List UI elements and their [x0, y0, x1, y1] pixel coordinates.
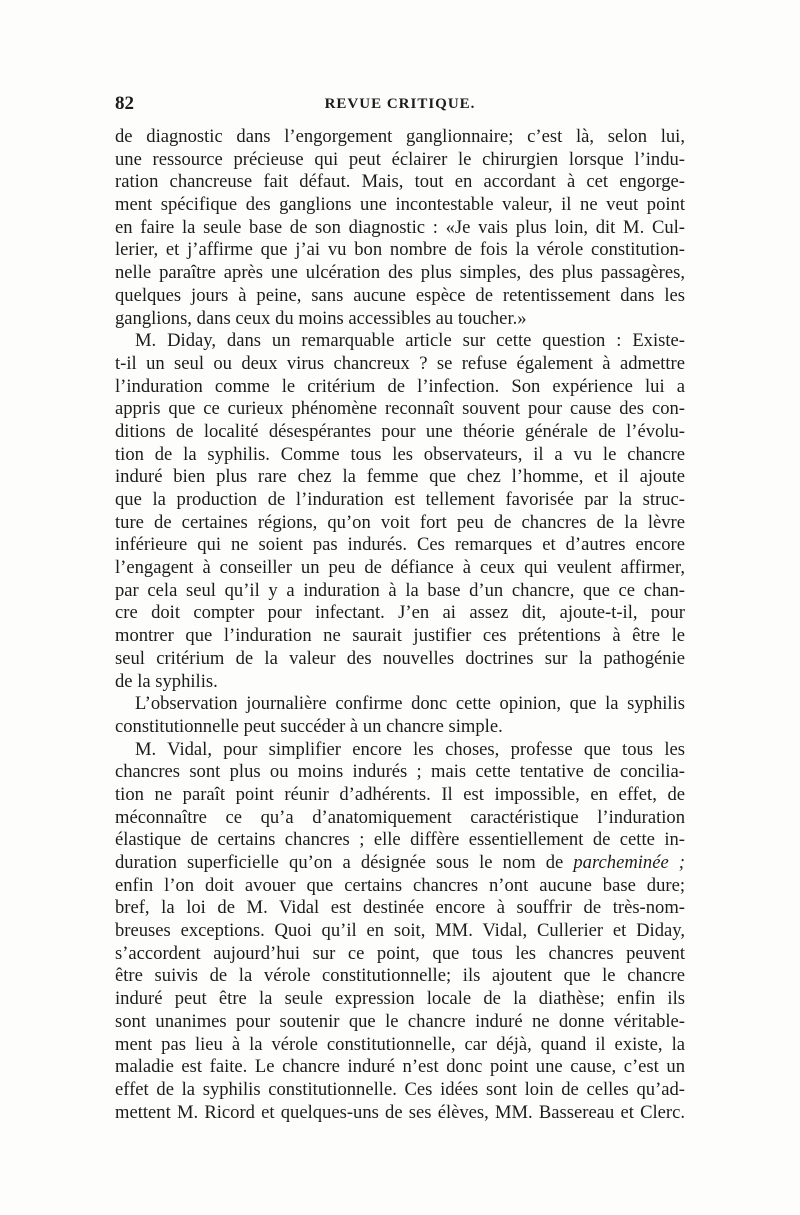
- text-line: duration superficielle qu’on a désignée sous le nom de parcheminée ;: [115, 852, 685, 873]
- italic-term: parcheminée ;: [573, 852, 685, 873]
- text-line: ganglions, dans ceux du moins accessibles au toucher.»: [115, 307, 527, 329]
- text-line: être suivis de la vérole constitutionnelle; ils ajoutent que le chancre: [115, 965, 685, 987]
- text-line: constitutionnelle peut succéder à un chancre simple.: [115, 715, 503, 737]
- text-line: montrer que l’induration ne saurait justifier ces prétentions à être le: [115, 625, 685, 647]
- text-line: par cela seul qu’il y a induration à la base d’un chancre, que ce chan-: [115, 579, 685, 601]
- text-line: induré bien plus rare chez la femme que chez l’homme, et il ajoute: [115, 466, 685, 488]
- text-line: t-il un seul ou deux virus chancreux ? se refuse également à admettre: [115, 352, 685, 374]
- text-line: l’engagent à conseiller un peu de défiance à ceux qui veulent affirmer,: [115, 557, 685, 579]
- text-line: en faire la seule base de son diagnostic : «Je vais plus loin, dit M. Cul-: [115, 216, 685, 238]
- text-line: méconnaître ce qu’a d’anatomiquement caractéristique l’induration: [115, 806, 685, 828]
- text-line: tion de la syphilis. Comme tous les observateurs, il a vu le chancre: [115, 443, 685, 465]
- text-line: mettent M. Ricord et quelques-uns de ses élèves, MM. Bassereau et Clerc.: [115, 1101, 685, 1123]
- text-line: une ressource précieuse qui peut éclairer le chirurgien lorsque l’indu-: [115, 148, 685, 170]
- text-line: s’accordent aujourd’hui sur ce point, que tous les chancres peuvent: [115, 942, 685, 964]
- text-line: ture de certaines régions, qu’on voit fort peu de chancres de la lèvre: [115, 511, 685, 533]
- text-line: ration chancreuse fait défaut. Mais, tout en accordant à cet engorge-: [115, 171, 685, 193]
- text-line: lerier, et j’affirme que j’ai vu bon nombre de fois la vérole constitution-: [115, 239, 685, 261]
- text-line: effet de la syphilis constitutionnelle. Ces idées sont loin de celles qu’ad-: [115, 1078, 685, 1100]
- text-line: de diagnostic dans l’engorgement ganglionnaire; c’est là, selon lui,: [115, 126, 685, 147]
- text-line: ment pas lieu à la vérole constitutionnelle, car déjà, quand il existe, la: [115, 1033, 685, 1055]
- text-line: quelques jours à peine, sans aucune espèce de retentissement dans les: [115, 284, 685, 306]
- text-line: ment spécifique des ganglions une incontestable valeur, il ne veut point: [115, 194, 685, 216]
- text-line: enfin l’on doit avouer que certains chancres n’ont aucune base dure;: [115, 874, 685, 896]
- text-line: élastique de certains chancres ; elle diffère essentiellement de cette in-: [115, 829, 685, 851]
- text-line: induré peut être la seule expression locale de la diathèse; enfin ils: [115, 988, 685, 1010]
- text-line: appris que ce curieux phénomène reconnaît souvent pour cause des con-: [115, 398, 685, 420]
- running-title: REVUE CRITIQUE.: [324, 96, 476, 112]
- text-line: l’induration comme le critérium de l’infection. Son expérience lui a: [115, 375, 685, 397]
- text-line: breuses exceptions. Quoi qu’il en soit, MM. Vidal, Cullerier et Diday,: [115, 920, 685, 942]
- body-text: [115, 126, 685, 1124]
- text-line: bref, la loi de M. Vidal est destinée encore à souffrir de très-nom-: [115, 897, 685, 919]
- page-number: 82: [115, 93, 134, 114]
- text-line: inférieure qui ne soient pas indurés. Ces remarques et d’autres encore: [115, 534, 685, 556]
- text-line: tion ne paraît point réunir d’adhérents. Il est impossible, en effet, de: [115, 783, 685, 805]
- text-line: M. Diday, dans un remarquable article sur cette question : Existe-: [135, 330, 685, 352]
- text-line: que la production de l’induration est tellement favorisée par la struc-: [115, 489, 685, 510]
- text-line: L’observation journalière confirme donc cette opinion, que la syphilis: [135, 693, 685, 715]
- text-line: cre doit compter pour infectant. J’en ai assez dit, ajoute-t-il, pour: [115, 602, 685, 624]
- text-line: de la syphilis.: [115, 670, 218, 692]
- text-line: maladie est faite. Le chancre induré n’est donc point une cause, c’est un: [115, 1056, 685, 1078]
- text-line: nelle paraître après une ulcération des plus simples, des plus passagères,: [115, 262, 685, 284]
- text-line: seul critérium de la valeur des nouvelles doctrines sur la pathogénie: [115, 647, 685, 669]
- text-line: sont unanimes pour soutenir que le chancre induré ne donne véritable-: [115, 1010, 685, 1032]
- text-line: M. Vidal, pour simplifier encore les choses, professe que tous les: [135, 738, 685, 760]
- text-line: chancres sont plus ou moins indurés ; mais cette tentative de concilia-: [115, 761, 685, 783]
- text-line: ditions de localité désespérantes pour une théorie générale de l’évolu-: [115, 420, 685, 442]
- page-header: [115, 93, 685, 117]
